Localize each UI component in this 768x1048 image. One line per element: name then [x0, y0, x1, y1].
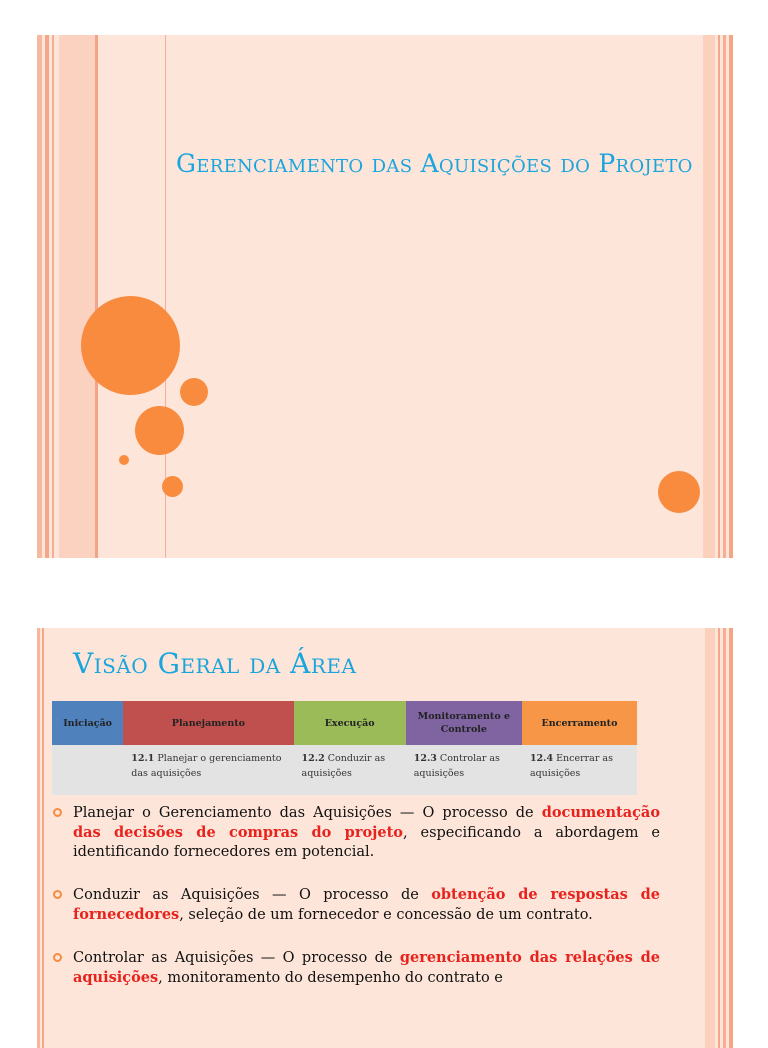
table-cell	[52, 745, 123, 795]
slide-title: Gerenciamento das Aquisições do Projeto	[176, 149, 693, 178]
decorative-stripe	[37, 628, 40, 1048]
decorative-stripe	[718, 35, 720, 558]
process-groups-table	[52, 701, 637, 795]
bullet-highlight: documentação das decisões de compras do projeto	[73, 804, 660, 841]
overview-slide	[37, 628, 733, 1048]
bullet-text: Planejar o Gerenciamento das Aquisições — O processo de	[73, 805, 542, 821]
decorative-stripe	[37, 35, 42, 558]
list-item	[67, 803, 660, 862]
table-cell	[123, 745, 293, 795]
list-item	[67, 885, 660, 925]
header-iniciacao: Iniciação	[52, 701, 123, 745]
title-slide	[37, 35, 733, 558]
process-name: Conduzir as aquisições	[301, 753, 386, 779]
table-cell	[406, 745, 522, 795]
decorative-stripe	[729, 628, 733, 1048]
bullet-text: , monitoramento do desempenho do contrato e	[158, 970, 503, 986]
header-planejamento: Planejamento	[123, 701, 293, 745]
bullet-text: , especificando a abordagem e identificando fornecedores em potencial.	[73, 825, 660, 860]
bullet-list	[67, 803, 660, 1011]
decorative-circle	[162, 476, 183, 497]
ring-bullet-icon	[53, 808, 62, 817]
ring-bullet-icon	[53, 953, 62, 962]
bullet-text: Controlar as Aquisições — O processo de	[73, 950, 400, 966]
bullet-text: Conduzir as Aquisições — O processo de	[73, 887, 432, 903]
header-encerramento: Encerramento	[522, 701, 637, 745]
decorative-stripe	[52, 35, 54, 558]
bullet-highlight: gerenciamento das relações de aquisições	[73, 949, 660, 986]
decorative-circle	[658, 471, 700, 513]
process-number: 12.4	[529, 753, 554, 764]
ring-bullet-icon	[53, 890, 62, 899]
decorative-circle	[180, 378, 208, 406]
decorative-circle	[119, 455, 129, 465]
decorative-circle	[81, 296, 180, 395]
process-name: Encerrar as aquisições	[529, 753, 613, 779]
decorative-stripe	[718, 628, 720, 1048]
process-name: Controlar as aquisições	[413, 753, 500, 779]
table-row	[52, 745, 637, 795]
table-cell	[522, 745, 637, 795]
decorative-stripe	[723, 628, 726, 1048]
process-number: 12.1	[131, 753, 155, 764]
slide-title: Visão Geral da Área	[73, 647, 357, 680]
table-cell	[294, 745, 406, 795]
decorative-stripe	[723, 35, 726, 558]
decorative-stripe	[95, 35, 98, 558]
decorative-stripe	[59, 35, 95, 558]
header-execucao: Execução	[294, 701, 406, 745]
process-number: 12.2	[301, 753, 325, 764]
process-name: Planejar o gerenciamento das aquisições	[131, 753, 282, 779]
header-monitoramento: Monitoramento e Controle	[406, 701, 522, 745]
bullet-highlight: obtenção de respostas de fornecedores	[73, 886, 660, 923]
decorative-stripe	[45, 35, 49, 558]
decorative-stripe	[705, 628, 715, 1048]
list-item	[67, 948, 660, 988]
process-number: 12.3	[413, 753, 437, 764]
decorative-stripe	[729, 35, 733, 558]
decorative-circle	[135, 406, 184, 455]
decorative-stripe	[42, 628, 44, 1048]
decorative-stripe	[703, 35, 715, 558]
bullet-text: , seleção de um fornecedor e concessão de um contrato.	[179, 907, 593, 923]
table-header-row	[52, 701, 637, 745]
